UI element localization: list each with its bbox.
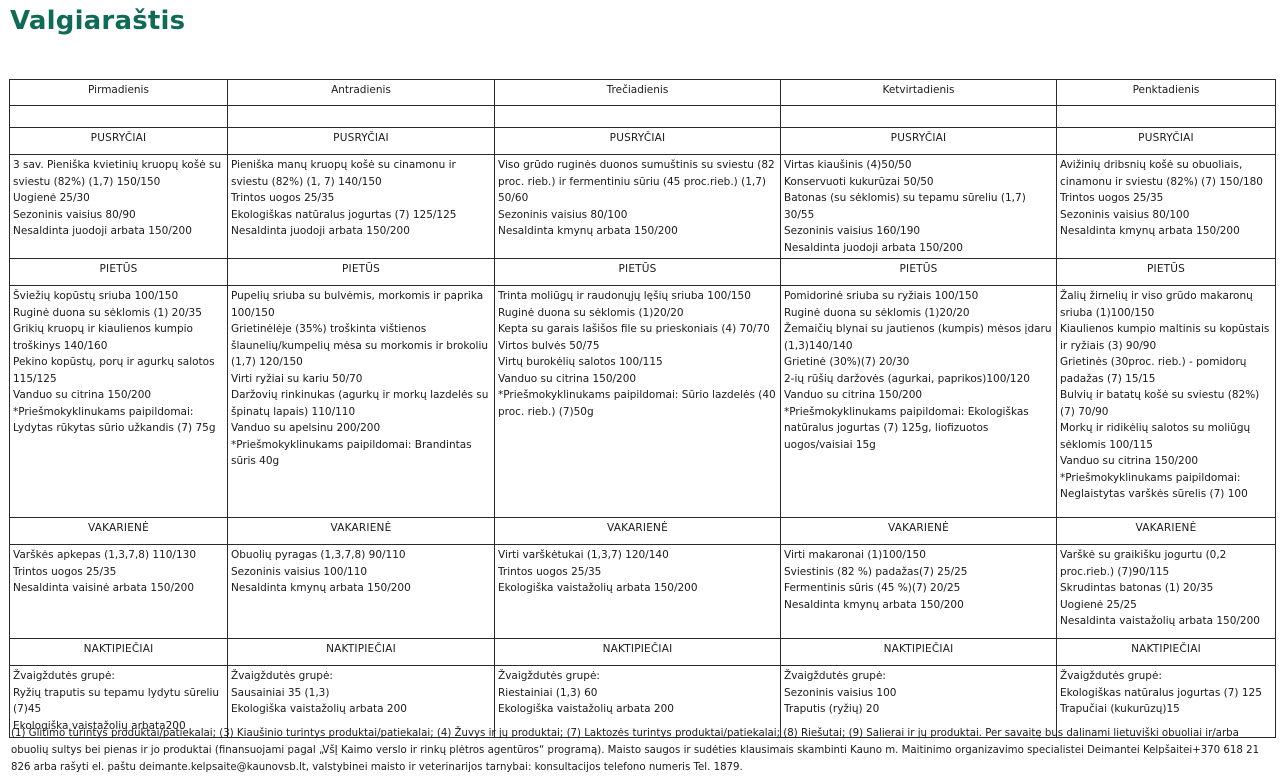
menu-item: Viso grūdo ruginės duonos sumuštinis su sviestu (82 proc. rieb.) ir fermentiniu sūriu (45 proc.rieb.) (1,7) 50/60 (498, 159, 775, 204)
menu-cell (228, 545, 495, 639)
menu-item: Grietinėlėje (35%) troškinta vištienos šlaunelių/kumpelių mėsa su morkomis ir brokoliu (1,7) 120/150 (231, 323, 489, 368)
menu-item: Virtų burokėlių salotos 100/115 (498, 356, 663, 368)
menu-item: Virti ryžiai su kariu 50/70 (231, 372, 363, 385)
menu-item: Pomidorinė sriuba su ryžiais 100/150 (784, 290, 979, 302)
menu-item: Pieniška manų kruopų košė su cinamonu ir sviestu (82%) (1, 7) 140/150 (231, 159, 456, 188)
menu-item: Skrudintas batonas (1) 20/35 (1060, 582, 1214, 594)
menu-item: Sviestinis (82 %) padažas(7) 25/25 (784, 565, 968, 578)
menu-item: Virtas kiaušinis (4)50/50 (784, 159, 912, 171)
meal-header: PIETŪS (10, 259, 228, 286)
menu-item: Ekologiška vaistažolių arbata 200 (231, 703, 407, 715)
menu-item: Nesaldinta kmynų arbata 150/200 (498, 225, 678, 237)
menu-item: Nesaldinta kmynų arbata 150/200 (231, 582, 411, 594)
day-header-row (10, 80, 1276, 106)
menu-item: Žvaigždutės grupė: (13, 670, 115, 682)
menu-table (9, 79, 1276, 738)
day-header: Trečiadienis (495, 80, 781, 106)
menu-item: Obuolių pyragas (1,3,7,8) 90/110 (231, 549, 406, 561)
meal-header: VAKARIENĖ (1057, 518, 1276, 545)
menu-item: *Priešmokyklinukams paipildomai: Ekologiškas natūralus jogurtas (7) 125g, liofizuotos uogos/vaisiai 15g (784, 405, 1029, 451)
meal-header: PUSRYČIAI (781, 128, 1057, 155)
menu-item: Grikių kruopų ir kiaulienos kumpio troškinys 140/160 (13, 323, 193, 352)
menu-item: Avižinių dribsnių košė su obuoliais, cinamonu ir sviestu (82%) (7) 150/180 (1060, 159, 1263, 188)
menu-item: Nesaldinta juodoji arbata 150/200 (13, 225, 192, 237)
meal-header: VAKARIENĖ (10, 518, 228, 545)
empty-cell (781, 106, 1057, 128)
menu-item: Ruginė duona su sėklomis (1)20/20 (498, 306, 684, 319)
menu-item: Uogienė 25/25 (1060, 598, 1137, 611)
meal-row-pusr (10, 155, 1276, 259)
menu-cell (10, 545, 228, 639)
meal-header-row-nakt (10, 639, 1276, 666)
menu-item: Vanduo su apelsinu 200/200 (231, 422, 381, 434)
menu-item: Nesaldinta kmynų arbata 150/200 (1060, 225, 1240, 237)
menu-item: Šviežių kopūstų sriuba 100/150 (13, 290, 179, 302)
menu-item: Grietinė (30%)(7) 20/30 (784, 356, 910, 368)
menu-item: Sezoninis vaisius 80/90 (13, 208, 136, 221)
menu-item: Pekino kopūstų, porų ir agurkų salotos 115/125 (13, 356, 215, 385)
menu-item: Virti makaronai (1)100/150 (784, 549, 926, 561)
meal-header: PIETŪS (1057, 259, 1276, 286)
menu-item: Uogienė 25/30 (13, 192, 90, 204)
menu-cell (1057, 545, 1276, 639)
menu-item: 2-ių rūšių daržovės (agurkai, paprikos)100/120 (784, 372, 1030, 385)
meal-header: NAKTIPIEČIAI (1057, 639, 1276, 666)
meal-header: PIETŪS (228, 259, 495, 286)
menu-item: Žvaigždutės grupė: (784, 670, 886, 682)
meal-header: VAKARIENĖ (781, 518, 1057, 545)
menu-item: Kepta su garais lašišos file su prieskoniais (4) 70/70 (498, 323, 770, 335)
menu-cell (495, 155, 781, 259)
menu-cell (781, 286, 1057, 518)
menu-item: Pupelių sriuba su bulvėmis, morkomis ir paprika 100/150 (231, 290, 484, 319)
menu-item: Bulvių ir batatų košė su sviestu (82%) (7) 70/90 (1060, 389, 1260, 418)
meal-header: PUSRYČIAI (495, 128, 781, 155)
empty-cell (10, 106, 228, 128)
menu-item: *Priešmokyklinukams paipildomai: (1060, 471, 1241, 484)
empty-cell (495, 106, 781, 128)
allergen-footnote: (1) Glitimo turintys produktai/patiekalai; (3) Kiaušinio turintys produktai/patiekalai; (4) Žuvys ir jų produktai; (7) Laktozės turintys produktai/patiekalai; (8) Riešutai; (9) Salierai ir jų produktai. Per savaitę bus dalinami lietuviški obuoliai ir/arba obuolių sultys bei pienas ir jo produktai (finansuojami pagal „VšĮ Kaimo verslo ir rinkų plėtros agentūros“ programą). Maisto saugos ir sudėties klausimais skambinti Kauno m. Maitinimo organizavimo specialistei Deimantei Kelpšaitei+370 618 21 826 arba rašyti el. paštu deimante.kelpsaite@kaunovsb.lt, valstybinei maisto ir veterinarijos tarnybai: konsultacijos telefono numeris Tel. 1879. (11, 728, 1260, 773)
day-header: Ketvirtadienis (781, 80, 1057, 106)
menu-item: Ekologiškas natūralus jogurtas (7) 125/125 (231, 208, 457, 221)
menu-item: Traputis (ryžių) 20 (784, 703, 880, 715)
menu-item: Ryžių traputis su tepamu lydytu sūreliu (7)45 (13, 686, 220, 715)
menu-item: Ruginė duona su sėklomis (1)20/20 (784, 306, 970, 319)
meal-header-row-pusr (10, 128, 1276, 155)
menu-item: *Priešmokyklinukams paipildomai: Brandintas sūris 40g (231, 438, 472, 467)
menu-item: Trintos uogos 25/35 (1060, 192, 1164, 204)
menu-cell (228, 286, 495, 518)
meal-header-row-piet (10, 259, 1276, 286)
menu-item: Grietinės (30proc. rieb.) - pomidorų padažas (7) 15/15 (1060, 356, 1247, 385)
menu-cell (228, 155, 495, 259)
menu-item: Sezoninis vaisius 80/100 (1060, 208, 1190, 221)
menu-item: Fermentinis sūris (45 %)(7) 20/25 (784, 582, 961, 594)
menu-item: Riestainiai (1,3) 60 (498, 686, 598, 699)
menu-item: *Priešmokyklinukams paipildomai: (13, 405, 194, 418)
menu-cell (781, 155, 1057, 259)
menu-item: Lydytas rūkytas sūrio užkandis (7) 75g (13, 422, 216, 434)
menu-item: Trintos uogos 25/35 (231, 192, 335, 204)
menu-item: Sezoninis vaisius 80/100 (498, 208, 628, 221)
menu-item: Varškė su graikišku jogurtu (0,2 proc.rieb.) (7)90/115 (1060, 549, 1227, 578)
menu-cell (781, 545, 1057, 639)
meal-header: PUSRYČIAI (1057, 128, 1276, 155)
empty-cell (228, 106, 495, 128)
menu-item: Daržovių rinkinukas (agurkų ir morkų lazdelės su špinatų lapais) 110/110 (231, 389, 489, 418)
empty-row (10, 106, 1276, 128)
meal-row-piet (10, 286, 1276, 518)
page-title: Valgiaraštis (10, 6, 186, 36)
menu-item: Ekologiškas natūralus jogurtas (7) 125 (1060, 686, 1262, 699)
menu-item: Žvaigždutės grupė: (1060, 670, 1162, 682)
menu-item: Vanduo su citrina 150/200 (498, 372, 637, 385)
meal-header: VAKARIENĖ (228, 518, 495, 545)
menu-item: Sezoninis vaisius 100 (784, 686, 897, 699)
meal-header: PUSRYČIAI (228, 128, 495, 155)
menu-item: Nesaldinta juodoji arbata 150/200 (231, 225, 410, 237)
menu-item: Sezoninis vaisius 160/190 (784, 225, 921, 237)
menu-cell (495, 545, 781, 639)
menu-item: Batonas (su sėklomis) su tepamu sūreliu (1,7) 30/55 (784, 192, 1026, 221)
menu-item: Žalių žirnelių ir viso grūdo makaronų sriuba (1)100/150 (1060, 290, 1253, 319)
meal-header: PIETŪS (495, 259, 781, 286)
meal-header: PUSRYČIAI (10, 128, 228, 155)
day-header: Pirmadienis (10, 80, 228, 106)
menu-item: Nesaldinta vaistažolių arbata 150/200 (1060, 615, 1260, 627)
menu-item: Kiaulienos kumpio maltinis su kopūstais ir ryžiais (3) 90/90 (1060, 323, 1270, 352)
meal-header: PIETŪS (781, 259, 1057, 286)
menu-item: Žvaigždutės grupė: (231, 670, 333, 682)
menu-item: Nesaldinta juodoji arbata 150/200 (784, 241, 963, 254)
menu-item: Žvaigždutės grupė: (498, 670, 600, 682)
menu-cell (1057, 155, 1276, 259)
day-header: Penktadienis (1057, 80, 1276, 106)
menu-cell (1057, 286, 1276, 518)
meal-header: VAKARIENĖ (495, 518, 781, 545)
menu-item: 3 sav. Pieniška kvietinių kruopų košė su sviestu (82%) (1,7) 150/150 (13, 159, 222, 188)
menu-item: Trinta moliūgų ir raudonųjų lęšių sriuba 100/150 (498, 290, 751, 302)
menu-item: Virti varškėtukai (1,3,7) 120/140 (498, 549, 669, 561)
meal-header: NAKTIPIEČIAI (495, 639, 781, 666)
menu-item: Trintos uogos 25/35 (13, 565, 117, 578)
empty-cell (1057, 106, 1276, 128)
menu-item: Sausainiai 35 (1,3) (231, 686, 330, 699)
menu-item: Trintos uogos 25/35 (498, 565, 602, 578)
menu-item: Vanduo su citrina 150/200 (784, 389, 923, 401)
menu-item: Ekologiška vaistažolių arbata 150/200 (498, 582, 698, 594)
menu-item: Varškės apkepas (1,3,7,8) 110/130 (13, 549, 196, 561)
menu-item: Vanduo su citrina 150/200 (13, 389, 152, 401)
menu-item: Ruginė duona su sėklomis (1) 20/35 (13, 306, 202, 319)
menu-item: *Priešmokyklinukams paipildomai: Sūrio lazdelės (40 proc. rieb.) (7)50g (498, 389, 776, 418)
menu-item: Sezoninis vaisius 100/110 (231, 565, 368, 578)
menu-item: Neglaistytas varškės sūrelis (7) 100 (1060, 488, 1248, 500)
day-header: Antradienis (228, 80, 495, 106)
meal-header-row-vak (10, 518, 1276, 545)
menu-item: Ekologiška vaistažolių arbata200 (13, 719, 186, 732)
meal-row-vak (10, 545, 1276, 639)
menu-cell (495, 286, 781, 518)
menu-item: Vanduo su citrina 150/200 (1060, 455, 1199, 467)
menu-item: Žemaičių blynai su jautienos (kumpis) mėsos įdaru (1,3)140/140 (784, 323, 1052, 352)
menu-item: Morkų ir ridikėlių salotos su moliūgų sėklomis 100/115 (1060, 422, 1251, 451)
menu-item: Ekologiška vaistažolių arbata 200 (498, 703, 674, 715)
menu-item: Nesaldinta kmynų arbata 150/200 (784, 598, 964, 611)
menu-item: Virtos bulvės 50/75 (498, 339, 600, 352)
menu-cell (10, 155, 228, 259)
meal-header: NAKTIPIEČIAI (228, 639, 495, 666)
meal-header: NAKTIPIEČIAI (781, 639, 1057, 666)
menu-item: Trapučiai (kukurūzų)15 (1060, 703, 1180, 715)
menu-item: Nesaldinta vaisinė arbata 150/200 (13, 582, 195, 594)
meal-header: NAKTIPIEČIAI (10, 639, 228, 666)
menu-item: Konservuoti kukurūzai 50/50 (784, 175, 934, 188)
menu-cell (10, 286, 228, 518)
